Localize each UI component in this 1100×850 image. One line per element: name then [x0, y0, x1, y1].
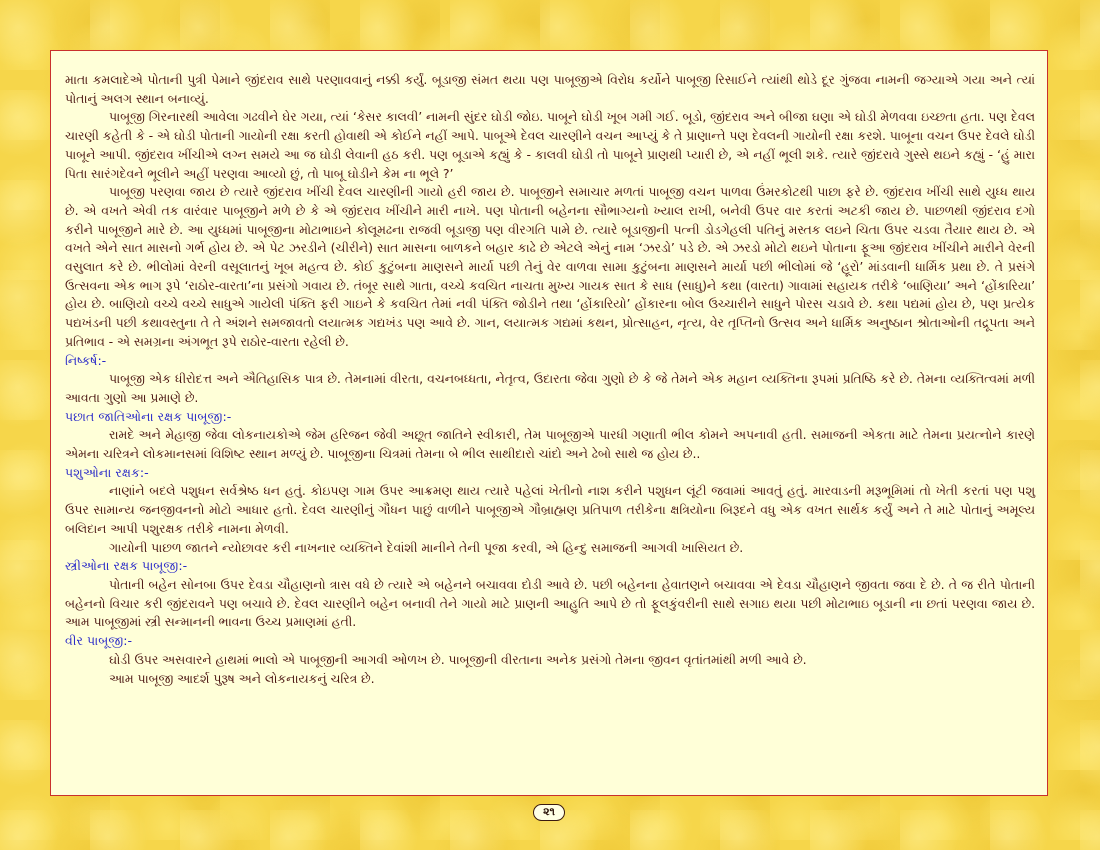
heading-protector-animals: પશુઓના રક્ષક:-	[65, 464, 149, 480]
paragraph-ideal-hero: આમ પાબૂજી આદર્શ પુરૂષ અને લોકનાયકનું ચરિત્ર છે.	[109, 670, 375, 686]
paragraph-brave: ઘોડી ઉપર અસવારને હાથમાં ભાલો એ પાબૂજીની આગવી ઓળખ છે. પાબૂજીની વીરતાના અનેક પ્રસંગો તેમના જીવન વૃતાંતમાંથી મળી આવે છે.	[109, 651, 807, 667]
heading-protector-backward: પછાત જાતિઓના રક્ષક પાબૂજી:-	[65, 408, 232, 424]
heading-conclusion: નિષ્કર્ષ:-	[65, 352, 107, 368]
paragraph-protector-women: પોતાની બહેન સોનબા ઉપર દેવડા ચૌહાણનો ત્રાસ વધે છે ત્યારે એ બહેનને બચાવવા દોડી આવે છે. પછી બહેનના હેવાતણને બચાવવા એ દેવડા ચૌહાણને જીવતા જવા દે છે. તે જ રીતે પોતાની બહેનનો વિચાર કરી જીંદરાવને પણ બચાવે છે. દેવલ ચારણીને બહેન બનાવી તેને ગાયો માટે પ્રાણની આહુતિ આપે છે તો ફૂલકુંવરીની સાથે સગાઇ થયા પછી મોટાભાઇ બૂડાની ના છતાં પરણવા જાય છે. આમ પાબૂજીમાં સ્ત્રી સન્માનની ભાવના ઉચ્ચ પ્રમાણમાં હતી.	[65, 576, 1035, 630]
paragraph-protector-animals: નાણાંને બદલે પશુધન સર્વશ્રેષ્ઠ ધન હતું. કોઇપણ ગામ ઉપર આક્રમણ થાય ત્યારે પહેલાં ખેતીનો નાશ કરીને પશુધન લૂંટી જવામાં આવતું હતું. મારવાડની મરૂભૂમિમાં તો ખેતી કરતાં પણ પશુ ઉપર સામાન્ય જનજીવનનો મોટો આધાર હતો. દેવલ ચારણીનું ગૌધન પાછું વાળીને પાબૂજીએ ગૌબ્રાહ્મણ પ્રતિપાળ તરીકેના ક્ષત્રિયોના બિરૂદને વધુ એક વખત સાર્થક કર્યું અને તે માટે પોતાનું અમૂલ્ય બલિદાન આપી પશુરક્ષક તરીકે નામના મેળવી.	[65, 483, 1035, 536]
paragraph-kesar-kalvi: પાબૂજી ગિરનારથી આવેલા ગઢવીને ઘેર ગયા, ત્યાં ‘કેસર કાલવી’ નામની સુંદર ઘોડી જોઇ. પાબૂને ઘોડી ખૂબ ગમી ગઈ. બૂડો, જીંદરાવ અને બીજા ઘણા એ ઘોડી મેળવવા ઇચ્છતા હતા. પણ દેવલ ચારણી કહેતી કે - એ ઘોડી પોતાની ગાયોની રક્ષા કરતી હોવાથી એ કોઈને નહીં આપે. પાબૂએ દેવલ ચારણીને વચન આપ્યું કે તે પ્રાણાન્તે પણ દેવલની ગાયોની રક્ષા કરશે. પાબૂના વચન ઉપર દેવલે ઘોડી પાબૂને આપી. જીંદરાવ ખીંચીએ લગ્ન સમયે આ જ ઘોડી લેવાની હઠ કરી. પણ બૂડાએ કહ્યું કે - કાલવી ઘોડી તો પાબૂને પ્રાણથી પ્યારી છે, એ નહીં ભૂલી શકે. ત્યારે જીંદરાવે ગુસ્સે થઇને કહ્યું - ‘હું મારા પિતા સારંગદેવને ભૂલીને અહીં પરણવા આવ્યો છું, તો પાબૂ ઘોડીને કેમ ના ભૂલે ?’	[65, 109, 1035, 181]
heading-brave: વીર પાબૂજી:-	[65, 633, 133, 649]
paragraph-protector-backward: રામદે અને મેહાજી જેવા લોકનાયકોએ જેમ હરિજન જેવી અછૂત જાતિને સ્વીકારી, તેમ પાબૂજીએ પારધી ગણાતી ભીલ કોમને અપનાવી હતી. સમાજની એકતા માટે તેમના પ્રયત્નોને કારણે એમના ચરિત્રને લોકમાનસમાં વિશિષ્ટ સ્થાન મળ્યું છે. પાબૂજીના ચિત્રમાં તેમના બે ભીલ સાથીદારો ચાંદો અને ઢેબો સાથે જ હોય છે..	[65, 427, 1035, 462]
paragraph-intro: માતા કમલાદેએ પોતાની પુત્રી પેમાને જીંદરાવ સાથે પરણાવવાનું નક્કી કર્યું. બૂડાજી સંમત થયા પણ પાબૂજીએ વિરોધ કર્યોને પાબૂજી રિસાઈને ત્યાંથી થોડે દૂર ગુંજવા નામની જગ્યાએ ગયા અને ત્યાં પોતાનું અલગ સ્થાન બનાવ્યું.	[65, 72, 1035, 106]
page-panel	[50, 50, 1048, 796]
paragraph-battle: પાબૂજી પરણવા જાય છે ત્યારે જીંદરાવ ખીંચી દેવલ ચારણીની ગાયો હરી જાય છે. પાબૂજીને સમાચાર મળતાં પાબૂજી વચન પાળવા ઉંમરકોટથી પાછા ફરે છે. જીંદરાવ ખીંચી સાથે યુધ્ધ થાય છે. એ વખતે એવી તક વારંવાર પાબૂજીને મળે છે કે એ જીંદરાવ ખીંચીને મારી નાખે. પણ પોતાની બહેનના સૌભાગ્યનો ખ્યાલ રાખી, બનેવી ઉપર વાર કરતાં અટકી જાય છે. પાછળથી જીંદરાવ દગો કરીને પાબૂજીને મારે છે. આ યુધ્ધમાં પાબૂજીના મોટાભાઇને કોલૂમઢના રાજવી બૂડાજી પણ વીરગતિ પામે છે. ત્યારે બૂડાજીની પત્ની ડોડગેહલી પતિનું મસ્તક લઇને ચિતા ઉપર ચડવા તૈયાર થાય છે. એ વખતે એને સાત માસનો ગર્ભ હોય છે. એ પેટ ઝરડીને (ચીરીને) સાત માસના બાળકને બહાર કાઢે છે એટલે એનું નામ ‘ઝરડો’ પડે છે. એ ઝરડો મોટો થઇને પોતાના ફૂઆ જીંદરાવ ખીંચીને મારીને વેરની વસુલાત કરે છે. ભીલોમાં વેરની વસૂલાતનું ખૂબ મહત્વ છે. કોઈ કુટુંબના માણસને માર્યા પછી તેનું વેર વાળવા સામા કુટુંબના માણસને માર્યા પછી ભીલોમાં જે ‘હૂરો’ માંડવાની ધાર્મિક પ્રથા છે. તે પ્રસંગે ઉત્સવના એક ભાગ રૂપે ‘રાઠોર-વારતા’ના પ્રસંગો ગવાય છે. તંબૂર સાથે ગાતા, વચ્ચે કવચિત નાચતા મુખ્ય ગાયક સાત કે સાધ (સાધુ)ને કથા (વારતા) ગાવામાં સહાયક તરીકે ‘બાણિયા’ અને ‘હોંકારિયા’ હોય છે. બાણિયો વચ્ચે વચ્ચે સાધુએ ગાયેલી પંક્તિ ફરી ગાઇને કે કવચિત તેમાં નવી પંક્તિ જોડીને તથા ‘હોંકારિયો’ હોંકારના બોલ ઉચ્ચારીને સાધુને પોરસ ચડાવે છે. કથા પદ્યમાં હોય છે, પણ પ્રત્યેક પદ્યખંડની પછી કથાવસ્તુના તે તે અંશને સમજાવતો લયાત્મક ગદ્યખંડ પણ આવે છે. ગાન, લયાત્મક ગદ્યમાં કથન, પ્રોત્સાહન, નૃત્ય, વેર તૃપ્તિનો ઉત્સવ અને ધાર્મિક અનુષ્ઠાન શ્રોતાઓની તદ્રૂપતા અને પ્રતિભાવ - એ સમગ્રના અંગભૂત રૂપે રાઠોર-વારતા રહેલી છે.	[65, 184, 1035, 349]
paragraph-cow-worship: ગાયોની પાછળ જાતને ન્યોછાવર કરી નાખનાર વ્યક્તિને દેવાંશી માનીને તેની પૂજા કરવી, એ હિન્દુ સમાજની આગવી ખાસિયત છે.	[109, 539, 744, 555]
heading-protector-women: સ્ત્રીઓના રક્ષક પાબૂજી:-	[65, 558, 188, 574]
paragraph-conclusion: પાબૂજી એક ધીરોદત્ત અને ઐતિહાસિક પાત્ર છે. તેમનામાં વીરતા, વચનબધ્ધતા, નેતૃત્વ, ઉદારતા જેવા ગુણો છે કે જે તેમને એક મહાન વ્યક્તિના રૂપમાં પ્રતિષ્ઠિ કરે છે. તેમના વ્યક્તિત્વમાં મળી આવતા ગુણો આ પ્રમાણે છે.	[65, 371, 1035, 405]
page-number: ૨૧	[533, 804, 565, 821]
